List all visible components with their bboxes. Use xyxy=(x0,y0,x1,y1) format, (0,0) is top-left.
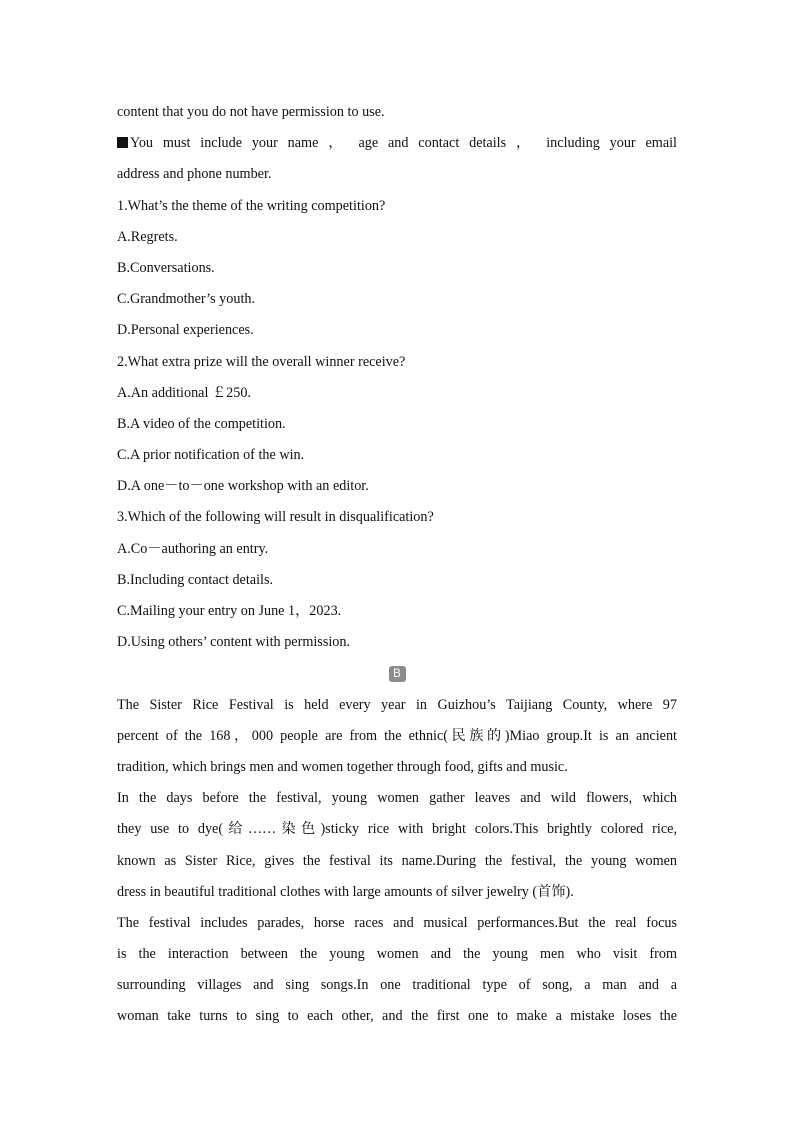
question-1-option-a: A.Regrets. xyxy=(117,228,178,245)
passage xyxy=(117,690,677,1033)
section-header xyxy=(117,658,677,689)
question-3-option-d: D.Using others’ content with permission. xyxy=(117,634,351,651)
question-3: 3.Which of the following will result in disqualification? xyxy=(117,509,434,526)
passage-line: they use to dye(给……染色)sticky rice with bright colors.This brightly colored rice, xyxy=(117,821,677,838)
question-1-option-d: D.Personal experiences. xyxy=(117,322,254,339)
question-1-option-c: C.Grandmother’s youth. xyxy=(117,291,256,308)
passage-line: woman take turns to sing to each other, and the first one to make a mistake loses the xyxy=(117,1008,677,1025)
question-3-option-c: C.Mailing your entry on June 1，2023. xyxy=(117,603,342,619)
text-line: address and phone number. xyxy=(117,166,272,183)
question-2-option-b: B.A video of the competition. xyxy=(117,415,286,432)
question-3-option-b: B.Including contact details. xyxy=(117,571,274,588)
question-2-option-a: A.An additional ￡250. xyxy=(117,384,251,401)
passage-line: known as Sister Rice, gives the festival its name.During the festival, the young women xyxy=(117,852,677,869)
rule-line xyxy=(117,128,677,159)
question-2: 2.What extra prize will the overall winner receive? xyxy=(117,353,406,370)
question-1-option-b: B.Conversations. xyxy=(117,259,215,276)
rule-text: You must include your name ， age and contact details ， including your email xyxy=(130,135,677,152)
section-badge: B xyxy=(389,666,406,682)
question-3-option-a: A.Co－authoring an entry. xyxy=(117,540,269,557)
question-2-option-c: C.A prior notification of the win. xyxy=(117,447,305,464)
passage-line: In the days before the festival, young women gather leaves and wild flowers, which xyxy=(117,790,677,807)
question-1: 1.What’s the theme of the writing competition? xyxy=(117,197,386,214)
passage-line: surrounding villages and sing songs.In one traditional type of song, a man and a xyxy=(117,977,677,994)
passage-line: The Sister Rice Festival is held every year in Guizhou’s Taijiang County, where 97 xyxy=(117,696,677,713)
black-square-icon xyxy=(117,137,128,148)
passage-line: dress in beautiful traditional clothes with large amounts of silver jewelry (首饰). xyxy=(117,883,574,900)
text-line: content that you do not have permission to use. xyxy=(117,104,385,120)
document-page xyxy=(117,97,677,1033)
passage-line: is the interaction between the young women and the young men who visit from xyxy=(117,946,677,963)
question-2-option-d: D.A one－to－one workshop with an editor. xyxy=(117,478,369,495)
passage-line: The festival includes parades, horse races and musical performances.But the real focus xyxy=(117,914,677,931)
passage-line: tradition, which brings men and women together through food, gifts and music. xyxy=(117,758,568,775)
passage-line: percent of the 168，000 people are from the ethnic(民族的)Miao group.It is an ancient xyxy=(117,727,677,744)
